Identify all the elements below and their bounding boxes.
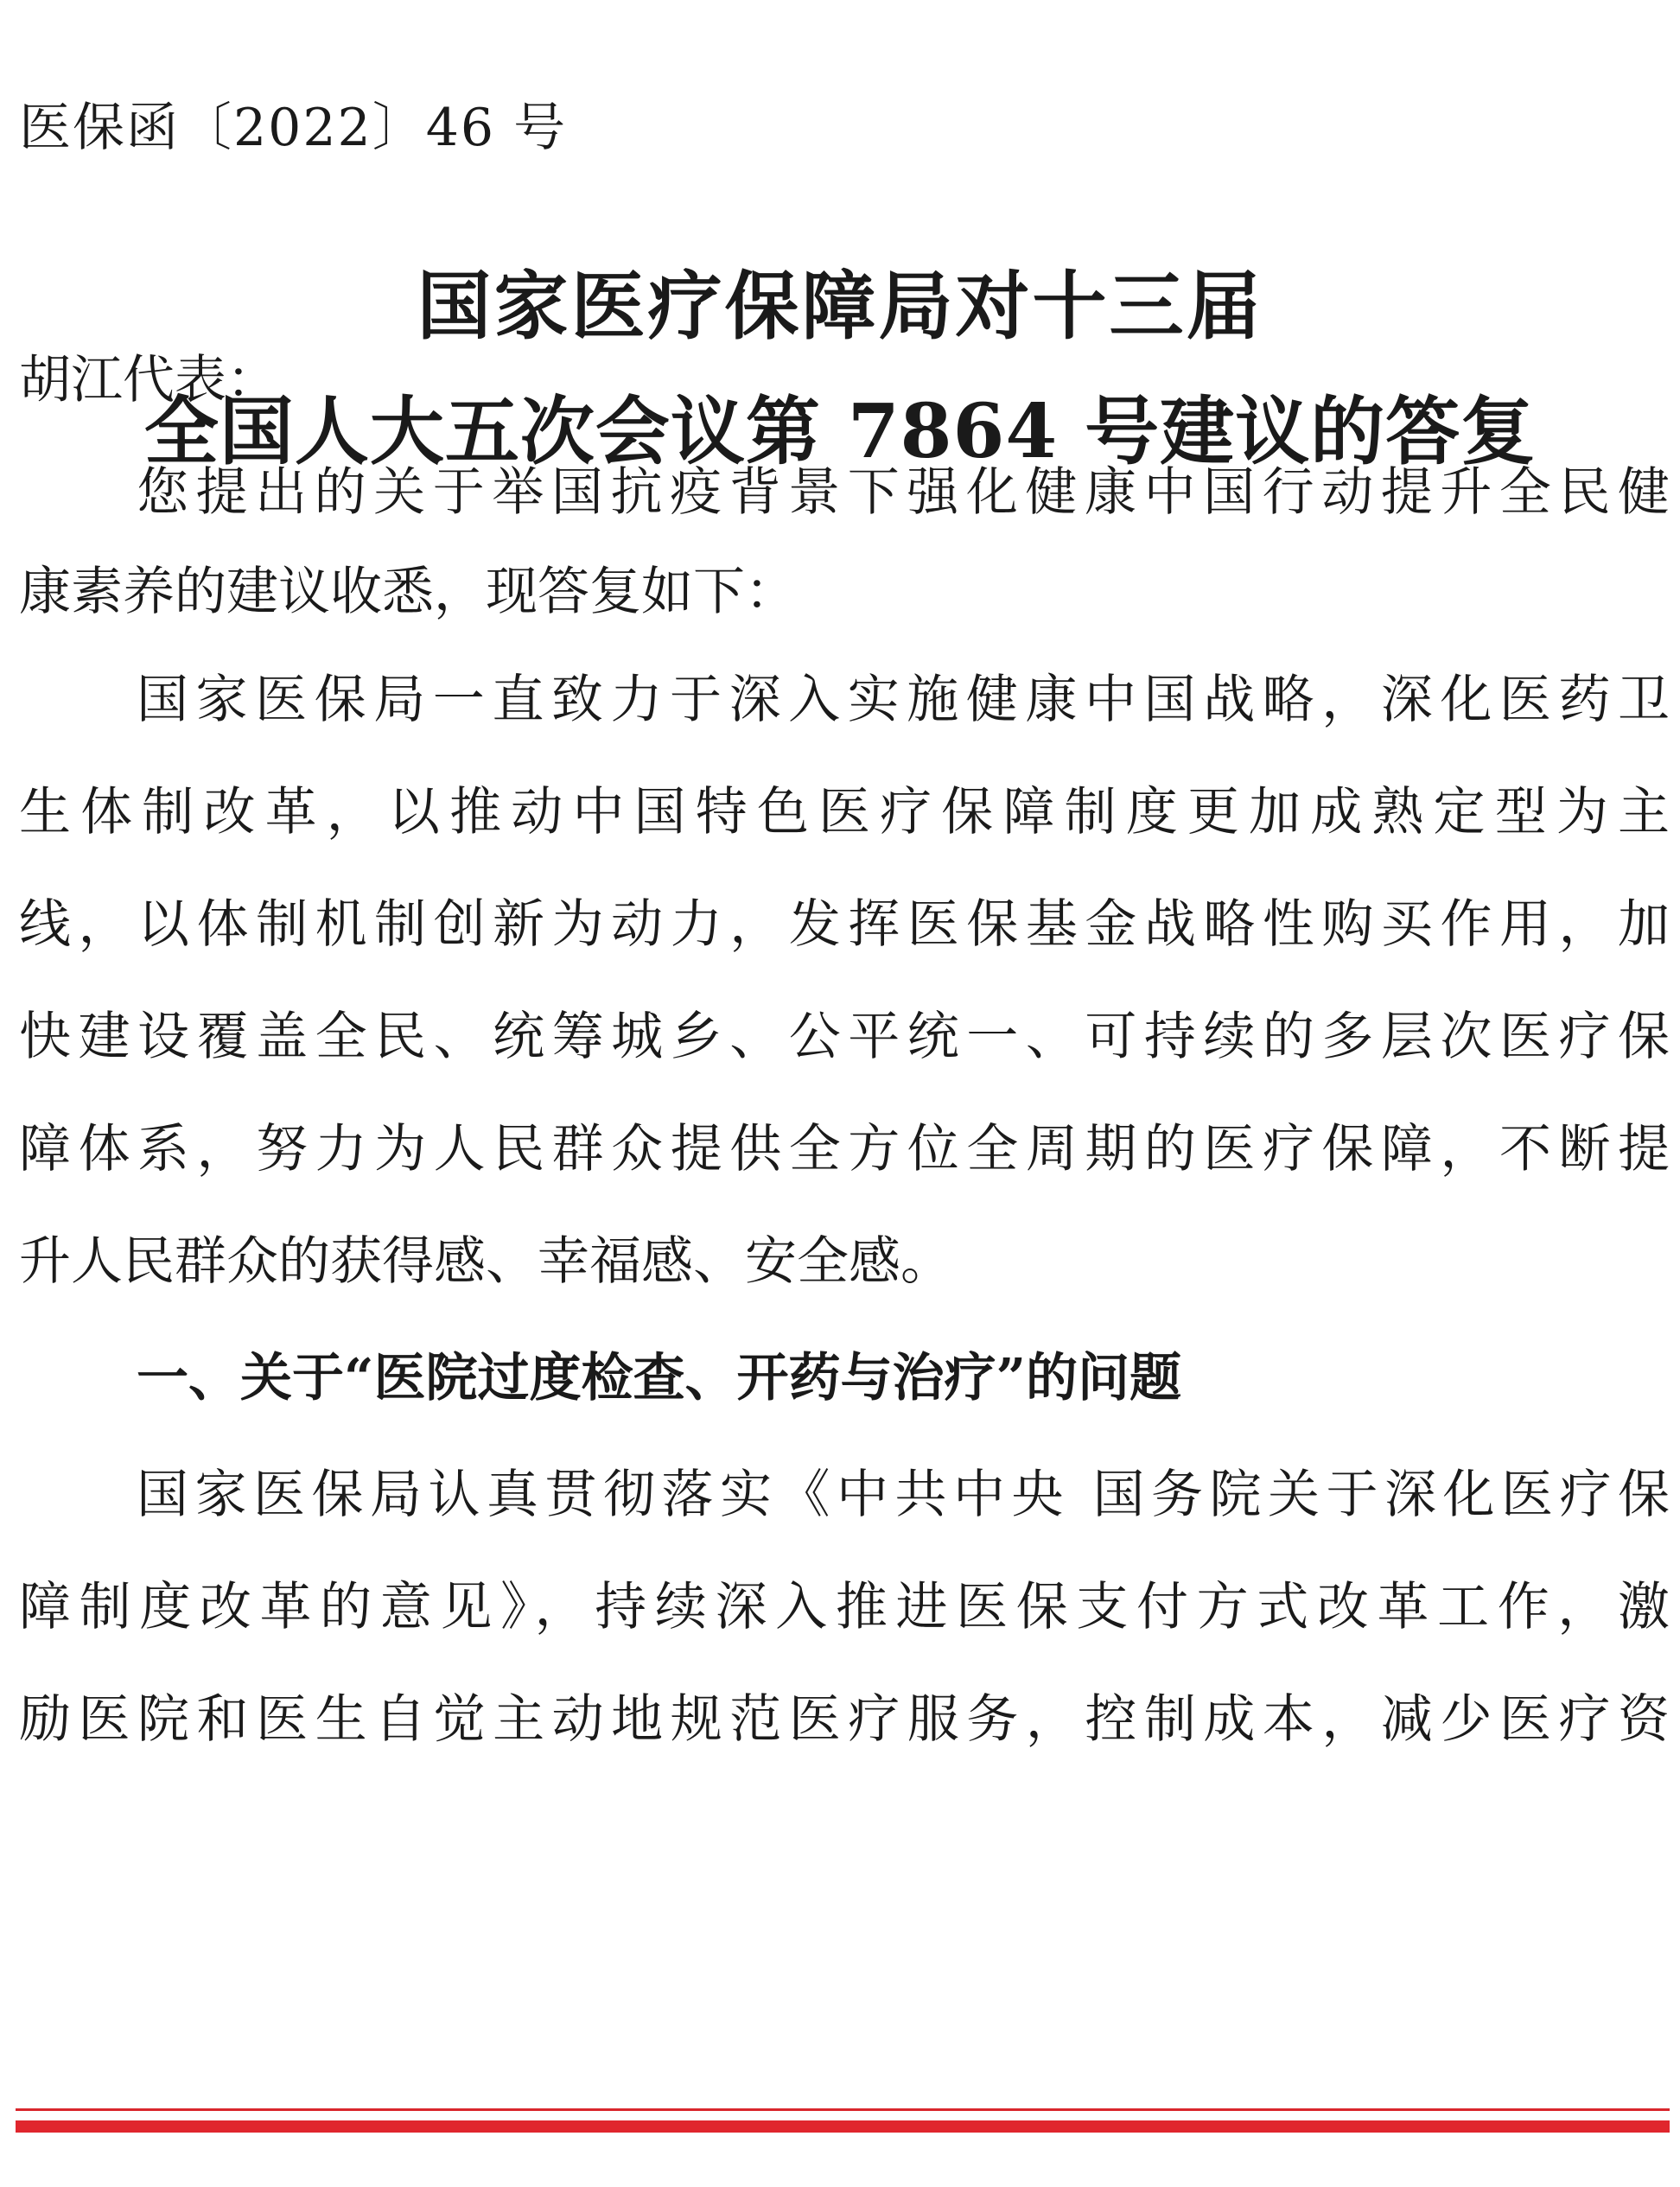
- body-line: 升人民群众的获得感、幸福感、安全感。: [19, 1231, 952, 1292]
- body-line: 生体制改革，以推动中国特色医疗保障制度更加成熟定型为主: [19, 782, 1670, 842]
- document-title-line-2: 全国人大五次会议第 7864 号建议的答复: [143, 388, 1537, 475]
- salutation: 胡江代表：: [19, 350, 278, 410]
- body-line: 康素养的建议收悉，现答复如下：: [19, 562, 797, 622]
- body-line: 励医院和医生自觉主动地规范医疗服务，控制成本，减少医疗资: [19, 1689, 1670, 1750]
- section-heading: 一、关于“医院过度检查、开药与治疗”的问题: [137, 1348, 1182, 1408]
- document-number: 医保函〔2022〕46 号: [19, 98, 568, 158]
- body-line: 障制度改革的意见》，持续深入推进医保支付方式改革工作，激: [19, 1577, 1670, 1637]
- footer-rule-thin: [16, 2108, 1670, 2111]
- body-line: 障体系，努力为人民群众提供全方位全周期的医疗保障，不断提: [19, 1119, 1670, 1179]
- body-line: 您提出的关于举国抗疫背景下强化健康中国行动提升全民健: [137, 462, 1670, 523]
- footer-rule-thick: [16, 2120, 1670, 2133]
- body-line: 国家医保局认真贯彻落实《中共中央 国务院关于深化医疗保: [137, 1465, 1670, 1525]
- document-title-line-1: 国家医疗保障局对十三届: [417, 263, 1263, 350]
- body-line: 线，以体制机制创新为动力，发挥医保基金战略性购买作用，加: [19, 894, 1670, 955]
- body-line: 国家医保局一直致力于深入实施健康中国战略，深化医药卫: [137, 670, 1670, 730]
- body-line: 快建设覆盖全民、统筹城乡、公平统一、可持续的多层次医疗保: [19, 1007, 1670, 1067]
